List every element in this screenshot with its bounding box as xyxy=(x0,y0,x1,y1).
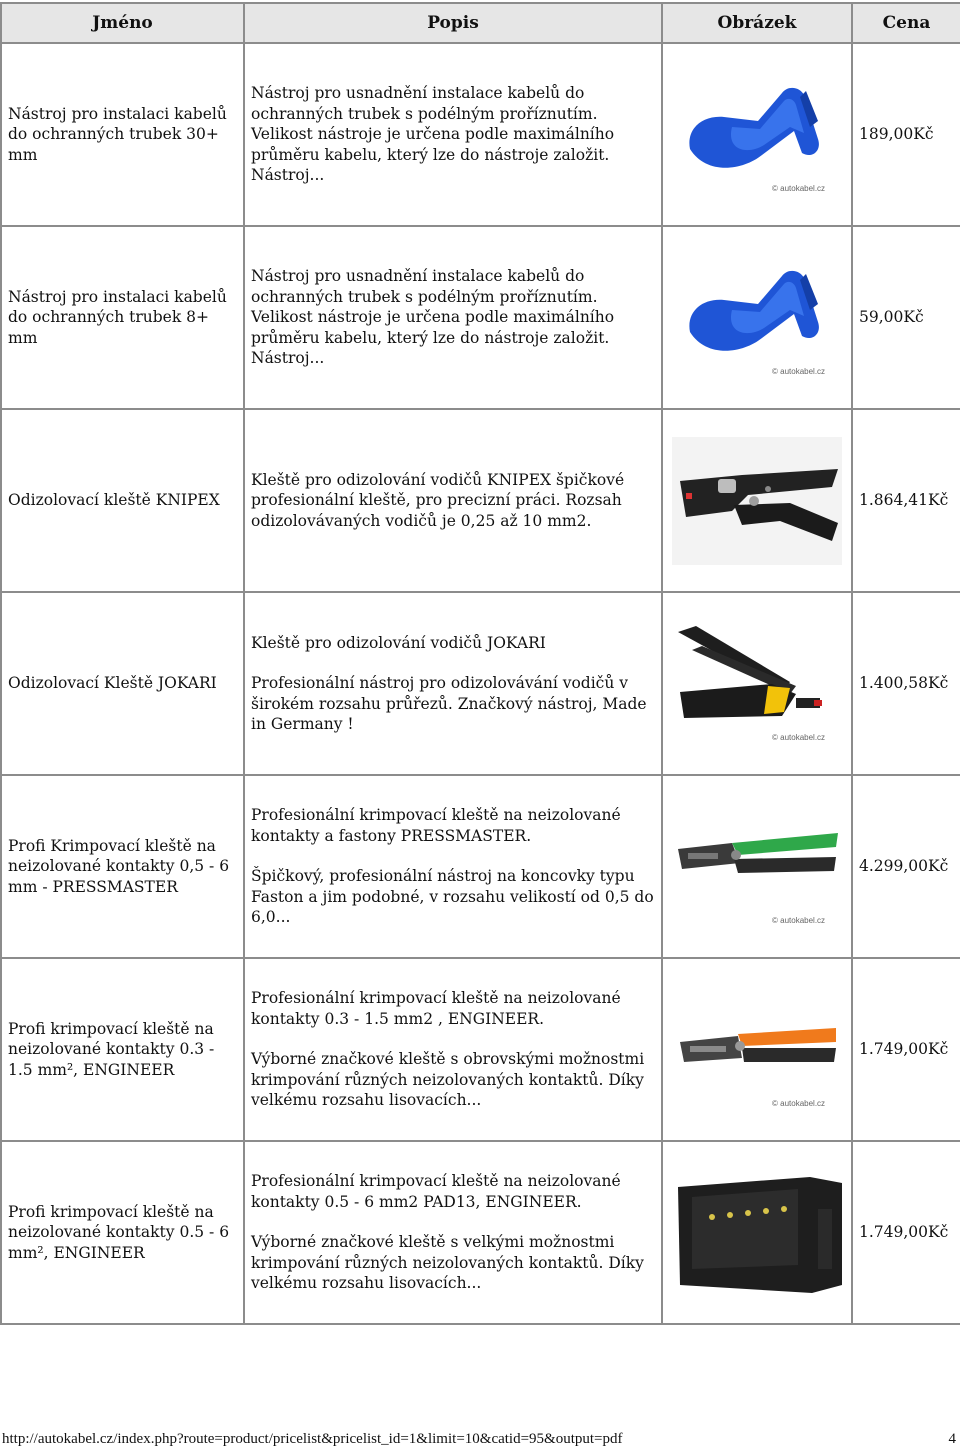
product-description xyxy=(244,43,662,226)
table-row xyxy=(1,775,960,958)
product-image-cell xyxy=(662,958,852,1141)
product-image-cell xyxy=(662,592,852,775)
table-header-row xyxy=(1,3,960,43)
description-paragraph: Špičkový, profesionální nástroj na koncovky typu Faston a jim podobné, v rozsahu velikostí od 0,5 do 6,0... xyxy=(251,867,654,927)
product-name: Odizolovací kleště KNIPEX xyxy=(1,409,244,592)
product-description xyxy=(244,226,662,409)
description-paragraph: Kleště pro odizolování vodičů JOKARI xyxy=(251,633,546,652)
product-image-cell xyxy=(662,43,852,226)
header-name: Jméno xyxy=(1,3,244,43)
description-paragraph: Profesionální krimpovací kleště na neizolované kontakty a fastony PRESSMASTER. xyxy=(251,806,621,845)
engineer-crimper-image[interactable] xyxy=(672,986,842,1114)
product-description xyxy=(244,775,662,958)
description-paragraph: Výborné značkové kleště s velkými možnostmi krimpování různých neizolovaných kontaktů. Díky velkému rozsahu lisovacích... xyxy=(251,1233,644,1293)
page-number: 4 xyxy=(948,1431,956,1447)
description-paragraph: Nástroj pro usnadnění instalace kabelů do ochranných trubek s podélným proříznutím. Velikost nástroje je určena podle maximálního průměru kabelu, který lze do nástroje založit. Nástroj... xyxy=(251,267,615,368)
table-row xyxy=(1,226,960,409)
image-watermark: © autokabel.cz xyxy=(772,915,826,925)
footer-url[interactable]: http://autokabel.cz/index.php?route=product/pricelist&pricelist_id=1&limit=10&catid=95&output=pdf xyxy=(2,1431,623,1447)
product-price: 189,00Kč xyxy=(852,43,960,226)
product-description xyxy=(244,1141,662,1324)
description-paragraph: Kleště pro odizolování vodičů KNIPEX špičkové profesionální kleště, pro precizní práci. Rozsah odizolovávaných vodičů je 0,25 až 10 mm2. xyxy=(251,470,625,530)
product-description xyxy=(244,958,662,1141)
product-price: 1.864,41Kč xyxy=(852,409,960,592)
product-name: Odizolovací Kleště JOKARI xyxy=(1,592,244,775)
header-description: Popis xyxy=(244,3,662,43)
image-watermark: © autokabel.cz xyxy=(772,732,826,742)
description-paragraph: Výborné značkové kleště s obrovskými možnostmi krimpování různých neizolovaných kontaktů. Díky velkému rozsahu lisovacích... xyxy=(251,1050,645,1110)
product-name: Profi Krimpovací kleště na neizolované kontakty 0,5 - 6 mm - PRESSMASTER xyxy=(1,775,244,958)
table-row xyxy=(1,1141,960,1324)
table-row xyxy=(1,592,960,775)
product-image-cell xyxy=(662,1141,852,1324)
knipex-stripper-image[interactable] xyxy=(672,437,842,565)
product-description xyxy=(244,592,662,775)
image-watermark: © autokabel.cz xyxy=(772,1098,826,1108)
blue-cable-tool-image[interactable] xyxy=(672,71,842,199)
product-image-cell xyxy=(662,226,852,409)
product-name: Nástroj pro instalaci kabelů do ochranných trubek 30+ mm xyxy=(1,43,244,226)
product-price: 1.749,00Kč xyxy=(852,958,960,1141)
product-name: Profi krimpovací kleště na neizolované kontakty 0.5 - 6 mm², ENGINEER xyxy=(1,1141,244,1324)
jokari-stripper-image[interactable] xyxy=(672,620,842,748)
product-price: 1.400,58Kč xyxy=(852,592,960,775)
product-image-cell xyxy=(662,775,852,958)
product-price: 4.299,00Kč xyxy=(852,775,960,958)
description-paragraph: Profesionální krimpovací kleště na neizolované kontakty 0.5 - 6 mm2 PAD13, ENGINEER. xyxy=(251,1172,621,1211)
product-price: 59,00Kč xyxy=(852,226,960,409)
blue-cable-tool-image[interactable] xyxy=(672,254,842,382)
product-image-cell xyxy=(662,409,852,592)
product-name: Nástroj pro instalaci kabelů do ochranných trubek 8+ mm xyxy=(1,226,244,409)
image-watermark: © autokabel.cz xyxy=(772,366,826,376)
header-price: Cena xyxy=(852,3,960,43)
description-paragraph: Profesionální krimpovací kleště na neizolované kontakty 0.3 - 1.5 mm2 , ENGINEER. xyxy=(251,989,621,1028)
header-image: Obrázek xyxy=(662,3,852,43)
description-paragraph: Nástroj pro usnadnění instalace kabelů do ochranných trubek s podélným proříznutím. Velikost nástroje je určena podle maximálního průměru kabelu, který lze do nástroje založit. Nástroj... xyxy=(251,84,615,185)
table-row xyxy=(1,409,960,592)
engineer-pad13-crimper-image[interactable] xyxy=(672,1169,842,1297)
image-watermark: © autokabel.cz xyxy=(772,183,826,193)
table-row xyxy=(1,958,960,1141)
product-name: Profi krimpovací kleště na neizolované kontakty 0.3 - 1.5 mm², ENGINEER xyxy=(1,958,244,1141)
pricelist-table xyxy=(0,2,960,1325)
table-row xyxy=(1,43,960,226)
description-paragraph: Profesionální nástroj pro odizolovávání vodičů v širokém rozsahu průřezů. Značkový nástroj, Made in Germany ! xyxy=(251,674,647,733)
product-description xyxy=(244,409,662,592)
pressmaster-crimper-image[interactable] xyxy=(672,803,842,931)
product-price: 1.749,00Kč xyxy=(852,1141,960,1324)
